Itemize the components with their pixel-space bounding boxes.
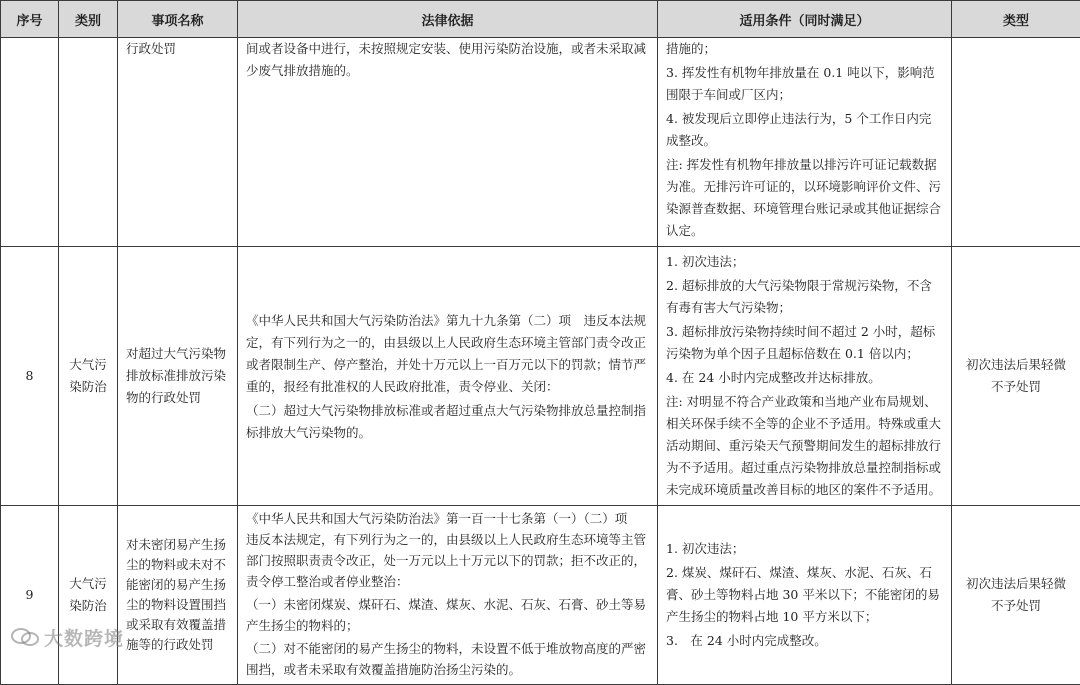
row-category <box>59 506 118 685</box>
row-item <box>118 506 238 685</box>
law-paragraph: （二）超过大气污染物排放标准或者超过重点大气污染物排放总量控制指标排放大气污染物的。 <box>246 400 649 444</box>
row-law <box>238 506 658 685</box>
chat-bubbles-icon <box>10 626 40 648</box>
header-item: 事项名称 <box>118 1 238 38</box>
condition-item: 2. 煤炭、煤矸石、煤渣、煤灰、水泥、石灰、石膏、砂土等物料占地 30 平米以下；不能密闭的易产生扬尘的物料占地 10 平方米以下； <box>666 562 943 628</box>
law-paragraph: 间或者设备中进行，未按照规定安装、使用污染防治设施，或者未采取减少废气排放措施的。 <box>246 38 649 82</box>
watermark <box>10 624 124 650</box>
row-type <box>952 38 1080 247</box>
condition-item: 3. 在 24 小时内完成整改。 <box>666 630 943 652</box>
law-paragraph: （一）未密闭煤炭、煤矸石、煤渣、煤灰、水泥、石灰、石膏、砂土等易产生扬尘的物料的； <box>246 594 649 636</box>
row-type-text: 初次违法后果轻微不予处罚 <box>966 357 1066 394</box>
header-law: 法律依据 <box>238 1 658 38</box>
row-item <box>118 247 238 506</box>
condition-item: 3. 超标排放污染物持续时间不超过 2 小时，超标污染物为单个因子且超标倍数在 0.1 倍以内； <box>666 321 943 365</box>
condition-item: 1. 初次违法； <box>666 251 943 273</box>
row-item-text: 对超过大气污染物排放标准排放污染物的行政处罚 <box>126 346 226 405</box>
row-type <box>952 506 1080 685</box>
law-paragraph: 《中华人民共和国大气污染防治法》第一百一十七条第（一）（二）项 违反本法规定，有下列行为之一的，由县级以上人民政府生态环境等主管部门按照职责责令改正，处一万元以上十万元以下的罚款；拒不改正的，责令停工整治或者停业整治： <box>246 508 649 592</box>
row-item <box>118 38 238 247</box>
table-row <box>1 38 1080 247</box>
row-category-text: 大气污染防治 <box>69 354 107 398</box>
row-no <box>1 38 59 247</box>
row-category <box>59 38 118 247</box>
row-type <box>952 247 1080 506</box>
table-row <box>1 247 1080 506</box>
header-category: 类别 <box>59 1 118 38</box>
condition-item: 3. 挥发性有机物年排放量在 0.1 吨以下，影响范围限于车间或厂区内； <box>666 62 943 106</box>
row-no: 9 <box>1 506 59 685</box>
row-conditions <box>658 247 952 506</box>
row-no: 8 <box>1 247 59 506</box>
condition-item: 4. 被发现后立即停止违法行为，5 个工作日内完成整改。 <box>666 108 943 152</box>
law-paragraph: （二）对不能密闭的易产生扬尘的物料，未设置不低于堆放物高度的严密围挡，或者未采取有效覆盖措施防治扬尘污染的。 <box>246 638 649 680</box>
row-conditions <box>658 506 952 685</box>
condition-item: 1. 初次违法； <box>666 538 943 560</box>
header-no: 序号 <box>1 1 59 38</box>
watermark-text: 大数跨境 <box>44 624 124 651</box>
table-row <box>1 506 1080 685</box>
row-type-text: 初次违法后果轻微不予处罚 <box>966 576 1066 613</box>
row-category <box>59 247 118 506</box>
table-header-row <box>1 1 1080 38</box>
row-category-text: 大气污染防治 <box>69 573 107 617</box>
row-item-text: 对未密闭易产生扬尘的物料或未对不能密闭的易产生扬尘的物料设置围挡或采取有效覆盖措施等的行政处罚 <box>126 537 226 652</box>
condition-item: 2. 超标排放的大气污染物限于常规污染物，不含有毒有害大气污染物； <box>666 275 943 319</box>
condition-item: 4. 在 24 小时内完成整改并达标排放。 <box>666 367 943 389</box>
condition-note: 注: 挥发性有机物年排放量以排污许可证记载数据为准。无排污许可证的，以环境影响评价文件、污染源普查数据、环境管理台账记录或其他证据综合认定。 <box>666 154 943 242</box>
header-type: 类型 <box>952 1 1080 38</box>
row-conditions <box>658 38 952 247</box>
row-item-text: 行政处罚 <box>126 41 176 56</box>
condition-item: 措施的； <box>666 38 943 60</box>
law-paragraph: 《中华人民共和国大气污染防治法》第九十九条第（二）项 违反本法规定，有下列行为之一的，由县级以上人民政府生态环境主管部门责令改正或者限制生产、停产整治，并处十万元以上一百万元以下的罚款；情节严重的，报经有批准权的人民政府批准，责令停业、关闭： <box>246 310 649 398</box>
condition-note: 注: 对明显不符合产业政策和当地产业布局规划、相关环保手续不全等的企业不予适用。特殊或重大活动期间、重污染天气预警期间发生的超标排放行为不予适用。超过重点污染物排放总量控制指标或未完成环境质量改善目标的地区的案件不予适用。 <box>666 391 943 501</box>
row-law <box>238 247 658 506</box>
header-conditions: 适用条件（同时满足） <box>658 1 952 38</box>
row-law <box>238 38 658 247</box>
